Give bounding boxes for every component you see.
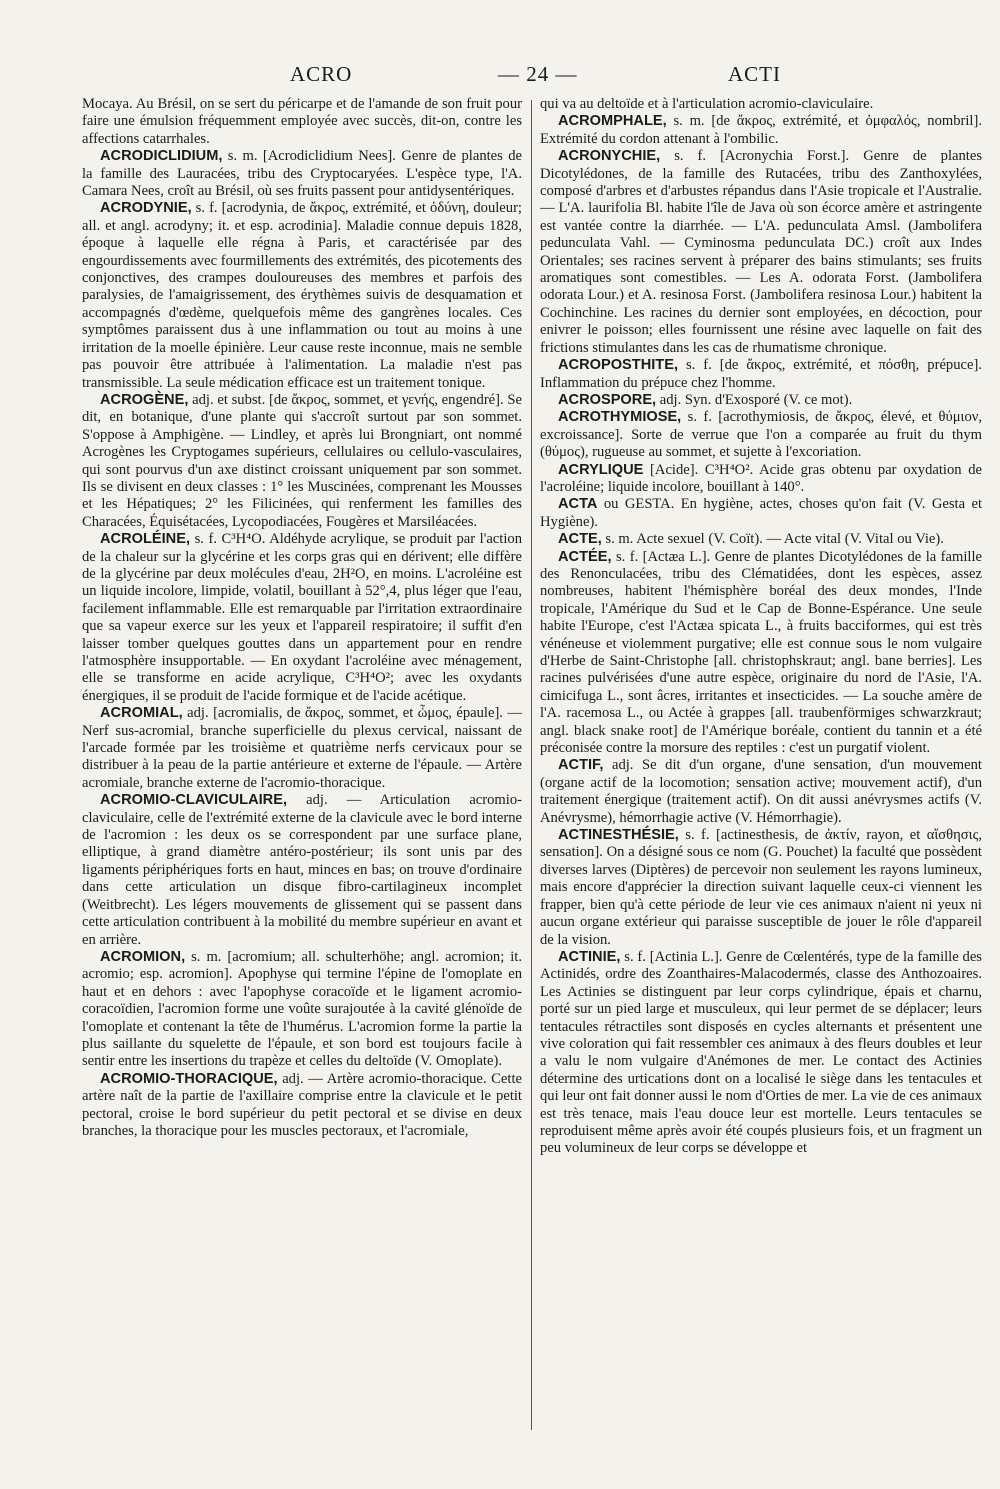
entry-text: [Acide]. C³H⁴O². Acide gras obtenu par oxydation de l'acroléine; liquide incolore, bouillant à 140°. (540, 461, 982, 495)
dictionary-entry (82, 392, 522, 531)
dictionary-entry (82, 96, 522, 148)
dictionary-entry (82, 531, 522, 705)
entry-headword: ACROMIO-CLAVICULAIRE, (100, 792, 288, 809)
entry-headword: ACTINIE, (558, 948, 621, 965)
entry-headword: ACTE, (558, 531, 602, 548)
entry-text: s. f. C³H⁴O. Aldéhyde acrylique, se produit par l'action de la chaleur sur la glycérine et les corps gras qui en dérivent; elle diffère de la glycérine par deux molécules d'eau, 2H²O, en moins. L'acroléine est un liquide incolore, limpide, volatil, bouillant à 52°,4, plus léger que l'eau, facilement inflammable. Elle est remarquable par l'irritation extraordinaire que sa vapeur exerce sur les yeux et l'appareil respiratoire; il suffit d'en laisser tomber quelques gouttes dans un appartement pour en rendre l'atmosphère insupportable. — En oxydant l'acroléine avec ménagement, elle se transforme en acide acrylique, C³H⁴O²; avec les oxydants énergiques, il se produit de l'acide formique et de l'acide acétique. (82, 531, 522, 704)
entry-text: adj. Se dit d'un organe, d'une sensation, d'un mouvement (organe actif de la locomotion; sensation active; mouvement actif), d'un traitement énergique (traitement actif). On dit aussi anévrysmes actifs (V. Anévrysme), hémorrhagie active (V. Hémorrhagie). (540, 757, 982, 826)
header-right-guideword: ACTI (728, 62, 781, 86)
entry-headword: ACTA (558, 496, 598, 513)
dictionary-entry (540, 531, 982, 548)
entry-headword: ACROMION, (100, 948, 186, 965)
entry-headword: ACTINESTHÉSIE, (558, 827, 679, 844)
entry-text: adj. Syn. d'Exosporé (V. ce mot). (656, 391, 853, 408)
dictionary-entry (540, 549, 982, 758)
entry-headword: ACROTHYMIOSE, (558, 409, 682, 426)
dictionary-entry (82, 148, 522, 200)
entry-text: s. f. [Actinia L.]. Genre de Cœlentérés, type de la famille des Actinidés, ordre des Zoanthaires-Malacodermés, classe des Anthozoaires. Les Actinies se distinguent par leur corps cylindrique, épais et charnu, porté sur un pied large et musculeux, qui leur permet de se déplacer; leurs tentacules rétractiles sont disposés en cycles alternants et présentent une vive coloration qui fait ressembler ces animaux à des fleurs doubles et leur a valu le nom vulgaire d'Anémones de mer. Le contact des Actinies détermine des urtications dont on a localisé le siège dans les tentacules et qui leur ont fait donner aussi le nom d'Orties de mer. La vie de ces animaux est très tenace, mais l'eau douce leur est mortelle. Leurs tentacules se reproduisent même après avoir été coupés plusieurs fois, et un fragment un peu volumineux de leur corps se développe et (540, 948, 982, 1157)
entry-text: s. f. [Acronychia Forst.]. Genre de plantes Dicotylédones, de la famille des Rutacées, tribu des Zanthoxylées, composé d'arbres et d'arbustes répandus dans l'Asie tropicale et l'Australie. — L'A. laurifolia Bl. habite l'île de Java où son écorce amère et astringente est vantée contre la diarrhée. — L'A. pedunculata Amsl. (Jambolifera pedunculata Vahl. — Cyminosma pedunculata DC.) croît aux Indes Orientales; ses racines servent à préparer des bains stimulants; ses fruits aromatiques sont comestibles. — Les A. odorata Forst. (Jambolifera odorata Lour.) et A. resinosa Forst. (Jambolifera resinosa Lour.) habitent la Cochinchine. Les racines du dernier sont employées, en décoction, pour enivrer le poisson; elles fournissent une résine avec laquelle on fait des frictions stimulantes dans les cas de rhumatisme chronique. (540, 148, 982, 356)
entry-text: adj. [acromialis, de ἄκρος, sommet, et ὦμος, épaule]. — Nerf sus-acromial, branche superficielle du plexus cervical, naissant de l'arcade formée par les troisième et quatrième nerfs cervicaux pour se distribuer à la peau de la partie antérieure et externe de l'épaule. — Artère acromiale, branche externe de l'acromio-thoracique. (82, 705, 522, 791)
entry-headword: ACTÉE, (558, 548, 612, 565)
column-divider (531, 100, 532, 1430)
entry-headword: ACRODICLIDIUM, (100, 148, 223, 165)
entry-headword: ACROGÈNE, (100, 391, 189, 408)
left-column (82, 96, 522, 1456)
dictionary-entry (540, 827, 982, 949)
entry-headword: ACRODYNIE, (100, 200, 192, 217)
entry-headword: ACRYLIQUE (558, 461, 644, 478)
entry-text: s. f. [acrothymiosis, de ἄκρος, élevé, et θύμιον, excroissance]. Sorte de verrue que l'on a comparée au fruit du thym (θύμος), rugueuse au sommet, et sujette à l'excoriation. (540, 409, 982, 461)
entry-headword: ACROSPORE, (558, 391, 657, 408)
dictionary-entry (540, 96, 982, 113)
page-number: — 24 — (498, 62, 578, 86)
entry-text: s. f. [Actæa L.]. Genre de plantes Dicotylédones de la famille des Renonculacées, tribu des Clématidées, dont les espèces, assez nombreuses, habitent l'hémisphère boréal des deux mondes, l'Inde tropicale, l'Amérique du Sud et le Cap de Bonne-Espérance. Une seule habite l'Europe, c'est l'Actæa spicata L., à fruits bacciformes, qui est très vénéneuse et violemment purgative; elle est connue sous le nom vulgaire d'Herbe de Saint-Christophe [all. christophskraut; angl. bane berries]. Les racines pulvérisées d'une autre espèce, originaire du nord de l'Asie, l'A. cimicifuga L., sont âcres, irritantes et insecticides. — La souche amère de l'A. racemosa L., ou Actée à grappes [all. traubenförmiges schwarzkraut; angl. black snake root] de l'Amérique boréale, contient du tannin et a été préconisée contre la morsure des reptiles : c'est un purgatif violent. (540, 548, 982, 757)
entry-headword: ACROMPHALE, (558, 113, 667, 130)
entry-text: s. m. [Acrodiclidium Nees]. Genre de plantes de la famille des Lauracées, tribu des Cryptocaryées. L'espèce type, l'A. Camara Nees, croît au Brésil, où ses fruits passent pour antidysentériques. (82, 148, 522, 200)
entry-headword: ACTIF, (558, 757, 604, 774)
dictionary-entry (540, 462, 982, 497)
dictionary-entry (540, 148, 982, 357)
dictionary-entry (82, 949, 522, 1071)
dictionary-entry (540, 757, 982, 827)
entry-text: s. m. Acte sexuel (V. Coït). — Acte vital (V. Vital ou Vie). (601, 531, 944, 548)
entry-text: adj. — Articulation acromio-claviculaire, celle de l'extrémité externe de la clavicule avec le bord interne de l'acromion : les deux os se correspondent par une surface plane, elliptique, à grand diamètre antéro-postérieur; ils sont unis par des ligaments périphériques forts en haut, minces en bas; on trouve d'ordinaire dans cette articulation un disque fibro-cartilagineux incomplet (Weitbrecht). Les légers mouvements de glissement qui se passent dans cette articulation contribuent à la mobilité du membre supérieur en avant et en arrière. (82, 792, 522, 948)
entry-text: s. f. [acrodynia, de ἄκρος, extrémité, et ὀδύνη, douleur; all. et angl. acrodyny; it. et esp. acrodinia]. Maladie connue depuis 1828, époque à laquelle elle régna à Paris, et caractérisée par des engourdissements avec fourmillements des extrémités, des picotements des conjonctives, des crampes douloureuses des membres et parfois des paralysies, de l'amaigrissement, des érythèmes suivis de desquamation et accompagnés d'œdème, quelquefois même des gangrènes locales. Ces symptômes paraissent dus à une inflammation ou tout au moins à une irritation de la moelle épinière. Leur cause reste inconnue, mais ne semble pas pouvoir être attribuée à l'alimentation. La maladie n'est pas transmissible. La seule médication efficace est un traitement tonique. (82, 200, 522, 391)
dictionary-entry (82, 1071, 522, 1141)
dictionary-entry (540, 496, 982, 531)
entry-text: s. m. [de ἄκρος, extrémité, et ὀμφαλός, nombril]. Extrémité du cordon attenant à l'ombilic. (540, 113, 982, 147)
header-left-guideword: ACRO (290, 62, 353, 86)
dictionary-entry (82, 200, 522, 391)
entry-headword: ACROMIAL, (100, 705, 183, 722)
entry-headword: ACROMIO-THORACIQUE, (100, 1070, 278, 1087)
entry-text: qui va au deltoïde et à l'articulation acromio-claviculaire. (540, 96, 874, 112)
dictionary-entry (82, 705, 522, 792)
entry-headword: ACRONYCHIE, (558, 148, 661, 165)
dictionary-entry (82, 792, 522, 949)
dictionary-entry (540, 409, 982, 461)
entry-text: ou GESTA. En hygiène, actes, choses qu'on fait (V. Gesta et Hygiène). (540, 496, 982, 530)
right-column (540, 96, 982, 1456)
entry-text: s. f. [de ἄκρος, extrémité, et πόσθη, prépuce]. Inflammation du prépuce chez l'homme. (540, 357, 982, 391)
entry-headword: ACROLÉINE, (100, 531, 190, 548)
dictionary-entry (540, 357, 982, 392)
entry-text: Mocaya. Au Brésil, on se sert du péricarpe et de l'amande de son fruit pour faire une émulsion fréquemment employée avec succès, dit-on, contre les affections catarrhales. (82, 96, 522, 147)
entry-text: adj. et subst. [de ἄκρος, sommet, et γενής, engendré]. Se dit, en botanique, d'une plante qui s'accroît surtout par son sommet. S'oppose à Amphigène. — Lindley, et après lui Brongniart, ont nommé Acrogènes les Cryptogames supérieurs, cellulaires ou cellulo-vasculaires, qui sont pourvus d'un axe distinct croissant uniquement par son sommet. Ils se divisent en deux classes : 1° les Muscinées, comprenant les Mousses et les Hépatiques; 2° les Filicinées, qui renferment les familles des Characées, Équisétacées, Lycopodiacées, Fougères et Marsiléacées. (82, 391, 522, 530)
entry-text: s. m. [acromium; all. schulterhöhe; angl. acromion; it. acromio; esp. acromion]. Apophyse qui termine l'épine de l'omoplate en haut et en dehors : avec l'apophyse coracoïde et le ligament acromio-coracoïdien, l'acromion forme une voûte surajoutée à la cavité glénoïde de l'omoplate et contenant la tête de l'humérus. L'acromion forme la partie la plus saillante du squelette de l'épaule, et son bord est toujours facile à sentir entre les insertions du trapèze et celles du deltoïde (V. Omoplate). (82, 948, 522, 1070)
running-header (0, 62, 1000, 92)
entry-text: adj. — Artère acromio-thoracique. Cette artère naît de la partie de l'axillaire comprise entre la clavicule et le petit pectoral, croise le bord supérieur du petit pectoral et se divise en deux branches, la thoracique pour les muscles pectoraux, et l'acromiale, (82, 1070, 522, 1139)
entry-text: s. f. [actinesthesis, de ἀκτίν, rayon, et αἴσθησις, sensation]. On a désigné sous ce nom (G. Pouchet) la faculté que possèdent diverses larves (Diptères) de percevoir non seulement les rayons lumineux, mais encore d'apprécier la direction suivant laquelle ceux-ci viennent les frapper, bien qu'à cette période de leur vie ces animaux n'aient ni yeux ni aucun organe extérieur qui paraisse susceptible de jouer le rôle d'appareil de la vision. (540, 827, 982, 948)
dictionary-entry (540, 949, 982, 1158)
entry-headword: ACROPOSTHITE, (558, 357, 678, 374)
dictionary-entry (540, 113, 982, 148)
dictionary-entry (540, 392, 982, 409)
